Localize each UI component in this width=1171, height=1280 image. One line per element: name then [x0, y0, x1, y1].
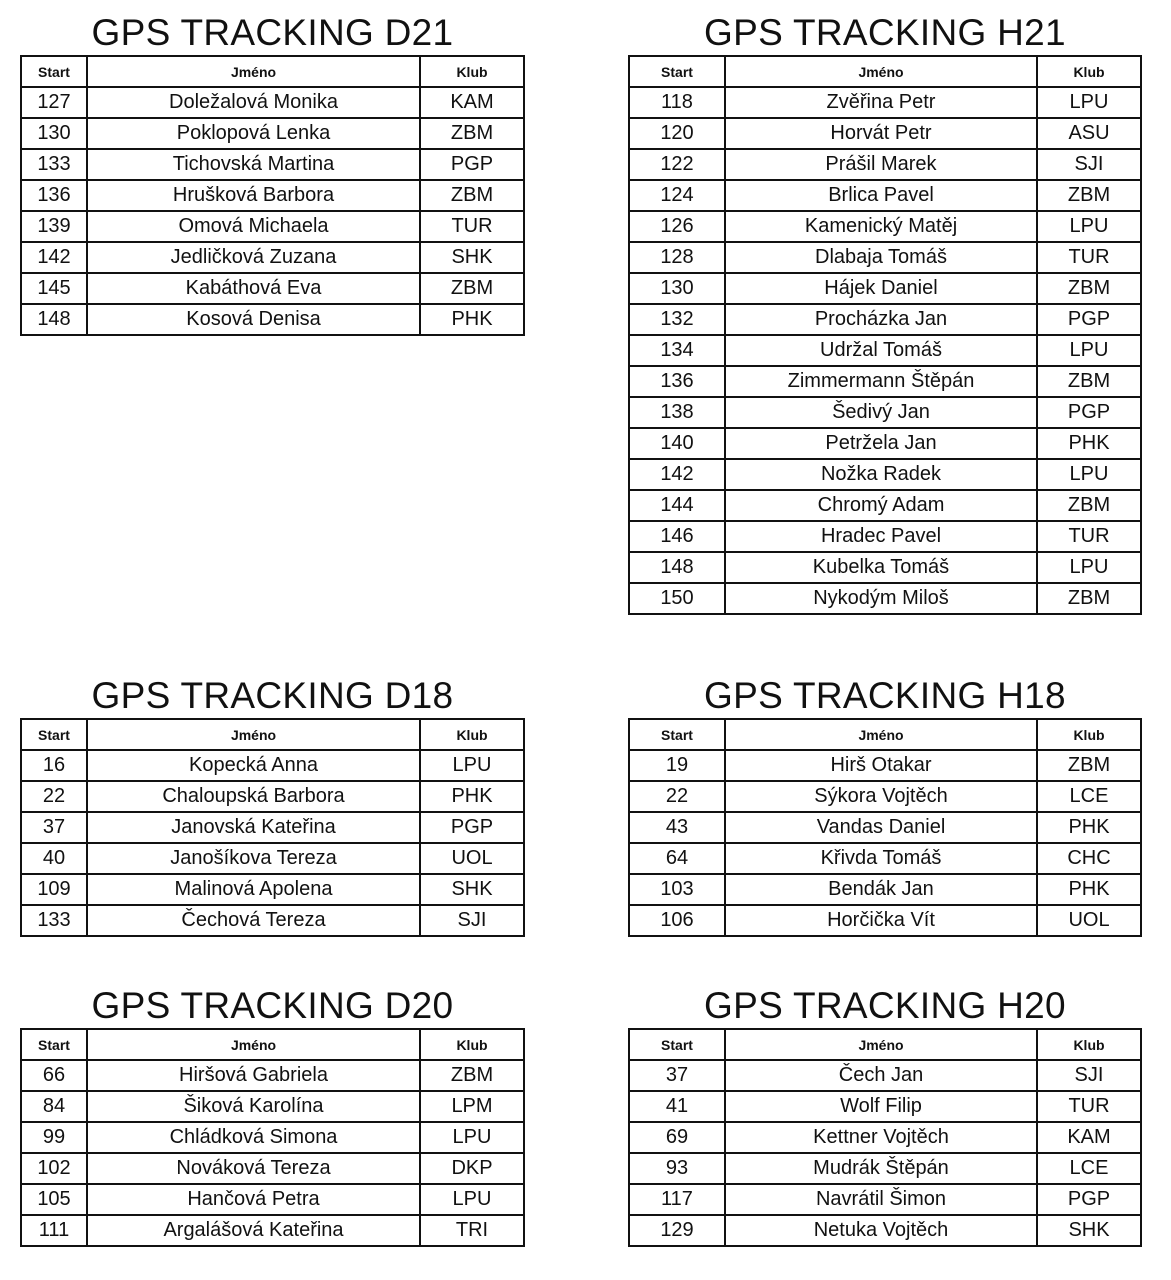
table-row — [629, 180, 1141, 211]
header-start: Start — [21, 719, 87, 750]
cell-club: LPU — [1037, 211, 1141, 242]
cell-start: 140 — [629, 428, 725, 459]
cell-club: LPU — [1037, 87, 1141, 118]
cell-name: Zvěřina Petr — [725, 87, 1037, 118]
cell-club: LPU — [420, 750, 524, 781]
cell-club: ZBM — [420, 118, 524, 149]
header-start: Start — [629, 719, 725, 750]
cell-name: Hirš Otakar — [725, 750, 1037, 781]
cell-club: PHK — [1037, 874, 1141, 905]
cell-start: 43 — [629, 812, 725, 843]
cell-club: CHC — [1037, 843, 1141, 874]
cell-club: TRI — [420, 1215, 524, 1246]
cell-start: 93 — [629, 1153, 725, 1184]
cell-start: 128 — [629, 242, 725, 273]
table-title: GPS TRACKING D18 — [91, 675, 454, 716]
cell-name: Janovská Kateřina — [87, 812, 420, 843]
cell-start: 129 — [629, 1215, 725, 1246]
header-name: Jméno — [87, 719, 420, 750]
cell-club: KAM — [420, 87, 524, 118]
table-row — [21, 905, 524, 936]
cell-start: 64 — [629, 843, 725, 874]
header-start: Start — [629, 1029, 725, 1060]
table-row — [629, 118, 1141, 149]
cell-start: 122 — [629, 149, 725, 180]
cell-name: Kubelka Tomáš — [725, 552, 1037, 583]
cell-start: 120 — [629, 118, 725, 149]
header-start: Start — [21, 1029, 87, 1060]
cell-name: Chaloupská Barbora — [87, 781, 420, 812]
cell-start: 130 — [629, 273, 725, 304]
table-row — [629, 428, 1141, 459]
table-row — [629, 242, 1141, 273]
cell-name: Doležalová Monika — [87, 87, 420, 118]
cell-name: Omová Michaela — [87, 211, 420, 242]
cell-club: PGP — [1037, 397, 1141, 428]
table-row — [21, 118, 524, 149]
cell-start: 106 — [629, 905, 725, 936]
cell-club: ZBM — [1037, 750, 1141, 781]
cell-club: UOL — [420, 843, 524, 874]
table-row — [629, 335, 1141, 366]
cell-name: Prášil Marek — [725, 149, 1037, 180]
cell-name: Wolf Filip — [725, 1091, 1037, 1122]
cell-name: Kabáthová Eva — [87, 273, 420, 304]
cell-name: Chládková Simona — [87, 1122, 420, 1153]
cell-club: ZBM — [420, 273, 524, 304]
cell-club: TUR — [1037, 1091, 1141, 1122]
cell-start: 109 — [21, 874, 87, 905]
cell-club: ZBM — [1037, 583, 1141, 614]
cell-start: 148 — [629, 552, 725, 583]
cell-name: Nováková Tereza — [87, 1153, 420, 1184]
cell-start: 142 — [629, 459, 725, 490]
table-row — [21, 843, 524, 874]
cell-start: 19 — [629, 750, 725, 781]
cell-name: Šedivý Jan — [725, 397, 1037, 428]
table-row — [21, 812, 524, 843]
cell-name: Janošíkova Tereza — [87, 843, 420, 874]
cell-name: Chromý Adam — [725, 490, 1037, 521]
table-row — [629, 273, 1141, 304]
table-row — [629, 1091, 1141, 1122]
table-row — [629, 874, 1141, 905]
cell-start: 126 — [629, 211, 725, 242]
cell-start: 127 — [21, 87, 87, 118]
header-row — [629, 719, 1141, 750]
cell-name: Křivda Tomáš — [725, 843, 1037, 874]
table-body — [629, 87, 1141, 614]
cell-club: PGP — [420, 812, 524, 843]
cell-club: TUR — [1037, 242, 1141, 273]
cell-club: LPM — [420, 1091, 524, 1122]
cell-club: PGP — [1037, 1184, 1141, 1215]
cell-start: 142 — [21, 242, 87, 273]
cell-club: LPU — [1037, 459, 1141, 490]
cell-club: PHK — [420, 781, 524, 812]
cell-start: 117 — [629, 1184, 725, 1215]
cell-start: 105 — [21, 1184, 87, 1215]
cell-club: ASU — [1037, 118, 1141, 149]
cell-club: TUR — [1037, 521, 1141, 552]
cell-name: Mudrák Štěpán — [725, 1153, 1037, 1184]
cell-start: 132 — [629, 304, 725, 335]
header-row — [629, 1029, 1141, 1060]
cell-club: PHK — [1037, 428, 1141, 459]
cell-start: 16 — [21, 750, 87, 781]
cell-start: 138 — [629, 397, 725, 428]
cell-name: Hrušková Barbora — [87, 180, 420, 211]
table-block-d21 — [20, 13, 525, 336]
cell-club: LPU — [1037, 335, 1141, 366]
results-table — [20, 718, 525, 937]
header-row — [21, 719, 524, 750]
cell-club: DKP — [420, 1153, 524, 1184]
cell-name: Čechová Tereza — [87, 905, 420, 936]
table-title: GPS TRACKING D21 — [91, 12, 454, 53]
cell-start: 136 — [629, 366, 725, 397]
table-row — [629, 149, 1141, 180]
cell-club: SHK — [420, 242, 524, 273]
cell-name: Netuka Vojtěch — [725, 1215, 1037, 1246]
header-name: Jméno — [725, 719, 1037, 750]
cell-name: Poklopová Lenka — [87, 118, 420, 149]
cell-club: PGP — [420, 149, 524, 180]
table-title: GPS TRACKING H20 — [704, 985, 1066, 1026]
table-row — [21, 750, 524, 781]
table-row — [629, 905, 1141, 936]
header-name: Jméno — [87, 1029, 420, 1060]
header-club: Klub — [420, 1029, 524, 1060]
table-row — [629, 843, 1141, 874]
cell-club: SHK — [420, 874, 524, 905]
cell-start: 40 — [21, 843, 87, 874]
table-row — [21, 304, 524, 335]
cell-start: 99 — [21, 1122, 87, 1153]
results-table — [20, 55, 525, 336]
header-start: Start — [21, 56, 87, 87]
cell-start: 133 — [21, 905, 87, 936]
cell-start: 144 — [629, 490, 725, 521]
table-block-d20 — [20, 986, 525, 1247]
table-row — [629, 1060, 1141, 1091]
cell-club: TUR — [420, 211, 524, 242]
table-row — [629, 812, 1141, 843]
results-table — [20, 1028, 525, 1247]
cell-club: PHK — [1037, 812, 1141, 843]
table-row — [21, 874, 524, 905]
cell-start: 103 — [629, 874, 725, 905]
cell-name: Dlabaja Tomáš — [725, 242, 1037, 273]
table-row — [629, 781, 1141, 812]
cell-club: PGP — [1037, 304, 1141, 335]
cell-club: ZBM — [1037, 490, 1141, 521]
header-name: Jméno — [725, 56, 1037, 87]
table-row — [21, 1122, 524, 1153]
cell-start: 146 — [629, 521, 725, 552]
cell-start: 102 — [21, 1153, 87, 1184]
table-block-h20 — [628, 986, 1142, 1247]
cell-start: 133 — [21, 149, 87, 180]
cell-start: 84 — [21, 1091, 87, 1122]
header-row — [21, 1029, 524, 1060]
cell-name: Čech Jan — [725, 1060, 1037, 1091]
cell-start: 37 — [629, 1060, 725, 1091]
cell-club: ZBM — [1037, 180, 1141, 211]
cell-start: 37 — [21, 812, 87, 843]
table-block-d18 — [20, 676, 525, 937]
cell-name: Navrátil Šimon — [725, 1184, 1037, 1215]
cell-name: Malinová Apolena — [87, 874, 420, 905]
cell-name: Zimmermann Štěpán — [725, 366, 1037, 397]
cell-start: 139 — [21, 211, 87, 242]
cell-name: Kopecká Anna — [87, 750, 420, 781]
table-row — [21, 1153, 524, 1184]
table-row — [629, 397, 1141, 428]
cell-club: ZBM — [1037, 273, 1141, 304]
table-row — [629, 1184, 1141, 1215]
cell-name: Procházka Jan — [725, 304, 1037, 335]
results-table — [628, 1028, 1142, 1247]
cell-name: Kettner Vojtěch — [725, 1122, 1037, 1153]
results-table — [628, 718, 1142, 937]
cell-club: SJI — [1037, 1060, 1141, 1091]
header-club: Klub — [1037, 1029, 1141, 1060]
cell-club: LCE — [1037, 1153, 1141, 1184]
cell-name: Hájek Daniel — [725, 273, 1037, 304]
table-row — [21, 1091, 524, 1122]
cell-club: SJI — [420, 905, 524, 936]
header-club: Klub — [420, 719, 524, 750]
cell-start: 130 — [21, 118, 87, 149]
cell-start: 66 — [21, 1060, 87, 1091]
cell-club: SHK — [1037, 1215, 1141, 1246]
table-row — [629, 1215, 1141, 1246]
cell-name: Udržal Tomáš — [725, 335, 1037, 366]
cell-start: 150 — [629, 583, 725, 614]
header-club: Klub — [420, 56, 524, 87]
cell-name: Jedličková Zuzana — [87, 242, 420, 273]
cell-name: Vandas Daniel — [725, 812, 1037, 843]
table-body — [21, 750, 524, 936]
table-block-h21 — [628, 13, 1142, 615]
table-row — [629, 552, 1141, 583]
cell-name: Nožka Radek — [725, 459, 1037, 490]
table-row — [21, 211, 524, 242]
cell-start: 136 — [21, 180, 87, 211]
cell-name: Hradec Pavel — [725, 521, 1037, 552]
table-row — [629, 366, 1141, 397]
cell-name: Sýkora Vojtěch — [725, 781, 1037, 812]
table-body — [629, 750, 1141, 936]
cell-club: ZBM — [420, 1060, 524, 1091]
table-row — [21, 87, 524, 118]
header-row — [629, 56, 1141, 87]
cell-club: LPU — [1037, 552, 1141, 583]
table-row — [629, 1153, 1141, 1184]
cell-start: 22 — [21, 781, 87, 812]
cell-name: Tichovská Martina — [87, 149, 420, 180]
results-table — [628, 55, 1142, 615]
header-start: Start — [629, 56, 725, 87]
cell-start: 148 — [21, 304, 87, 335]
header-club: Klub — [1037, 56, 1141, 87]
cell-start: 145 — [21, 273, 87, 304]
cell-name: Kamenický Matěj — [725, 211, 1037, 242]
cell-club: ZBM — [420, 180, 524, 211]
header-name: Jméno — [725, 1029, 1037, 1060]
cell-start: 118 — [629, 87, 725, 118]
table-row — [629, 750, 1141, 781]
table-row — [21, 1215, 524, 1246]
cell-name: Brlica Pavel — [725, 180, 1037, 211]
header-row — [21, 56, 524, 87]
table-row — [21, 149, 524, 180]
cell-club: UOL — [1037, 905, 1141, 936]
table-row — [21, 1060, 524, 1091]
table-row — [21, 781, 524, 812]
cell-club: LPU — [420, 1122, 524, 1153]
cell-club: KAM — [1037, 1122, 1141, 1153]
cell-name: Petržela Jan — [725, 428, 1037, 459]
cell-name: Šiková Karolína — [87, 1091, 420, 1122]
table-title: GPS TRACKING D20 — [91, 985, 454, 1026]
cell-name: Hiršová Gabriela — [87, 1060, 420, 1091]
table-title: GPS TRACKING H18 — [704, 675, 1066, 716]
table-row — [629, 521, 1141, 552]
cell-start: 41 — [629, 1091, 725, 1122]
table-body — [21, 1060, 524, 1246]
cell-name: Nykodým Miloš — [725, 583, 1037, 614]
cell-club: PHK — [420, 304, 524, 335]
table-row — [21, 273, 524, 304]
cell-name: Horčička Vít — [725, 905, 1037, 936]
cell-start: 111 — [21, 1215, 87, 1246]
cell-name: Argalášová Kateřina — [87, 1215, 420, 1246]
table-row — [629, 1122, 1141, 1153]
table-title: GPS TRACKING H21 — [704, 12, 1066, 53]
table-row — [21, 180, 524, 211]
table-row — [629, 87, 1141, 118]
cell-club: LCE — [1037, 781, 1141, 812]
table-row — [629, 304, 1141, 335]
cell-start: 124 — [629, 180, 725, 211]
cell-start: 22 — [629, 781, 725, 812]
cell-club: SJI — [1037, 149, 1141, 180]
cell-name: Bendák Jan — [725, 874, 1037, 905]
cell-name: Kosová Denisa — [87, 304, 420, 335]
cell-start: 69 — [629, 1122, 725, 1153]
table-row — [21, 1184, 524, 1215]
table-row — [629, 490, 1141, 521]
table-row — [21, 242, 524, 273]
header-name: Jméno — [87, 56, 420, 87]
table-row — [629, 459, 1141, 490]
header-club: Klub — [1037, 719, 1141, 750]
cell-name: Hančová Petra — [87, 1184, 420, 1215]
cell-club: LPU — [420, 1184, 524, 1215]
cell-name: Horvát Petr — [725, 118, 1037, 149]
table-row — [629, 211, 1141, 242]
table-body — [629, 1060, 1141, 1246]
cell-start: 134 — [629, 335, 725, 366]
table-row — [629, 583, 1141, 614]
cell-club: ZBM — [1037, 366, 1141, 397]
table-block-h18 — [628, 676, 1142, 937]
table-body — [21, 87, 524, 335]
